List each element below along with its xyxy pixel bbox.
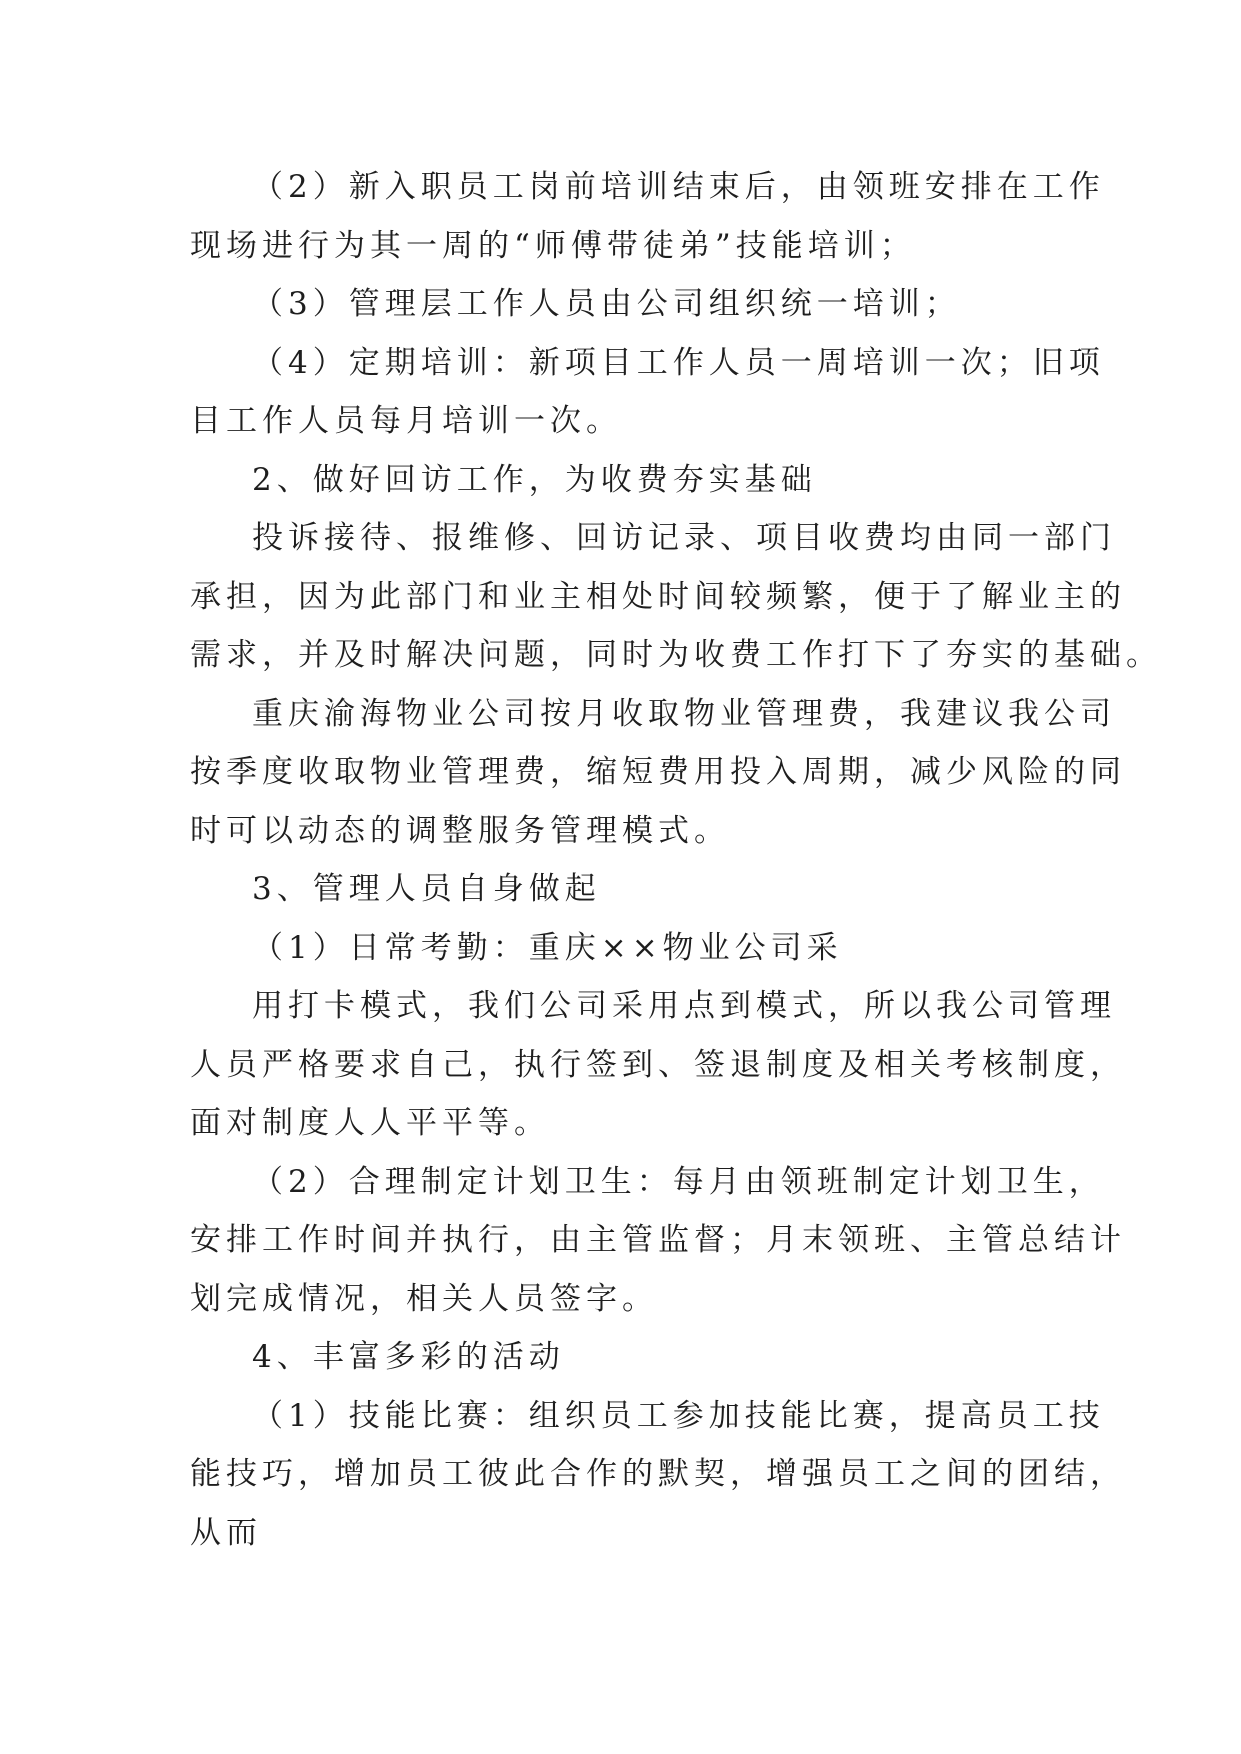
text-line: （2）合理制定计划卫生：每月由领班制定计划卫生，	[252, 1163, 1105, 1200]
paragraph-sanitation-plan	[190, 1153, 1126, 1329]
text-line: 目工作人员每月培训一次。	[190, 403, 622, 439]
text-line: 需求，并及时解决问题，同时为收费工作打下了夯实的基础。	[190, 637, 1162, 673]
text-line: 重庆渝海物业公司按月收取物业管理费，我建议我公司	[252, 695, 1116, 732]
document-body	[190, 158, 1162, 1562]
paragraph-attendance-intro	[190, 919, 1070, 978]
text-line: （1）技能比赛：组织员工参加技能比赛，提高员工技	[252, 1397, 1105, 1434]
text-line: 时可以动态的调整服务管理模式。	[190, 812, 730, 849]
paragraph-new-employee-training	[190, 158, 1105, 275]
text-line: 人员严格要求自己，执行签到、签退制度及相关考核制度，	[190, 1046, 1126, 1083]
text-line: 划完成情况，相关人员签字。	[190, 1280, 658, 1317]
text-line: 现场进行为其一周的“师傅带徒弟”技能培训；	[190, 227, 916, 264]
section-heading-activities	[190, 1328, 1070, 1387]
text-line: （2）新入职员工岗前培训结束后，由领班安排在工作	[252, 169, 1105, 205]
text-line: 安排工作时间并执行，由主管监督；月末领班、主管总结计	[190, 1222, 1126, 1258]
text-line: 从而	[190, 1514, 262, 1551]
section-heading-management-self	[190, 860, 1070, 919]
paragraph-attendance-detail	[190, 977, 1126, 1153]
text-line: 面对制度人人平平等。	[190, 1105, 550, 1141]
text-line: 按季度收取物业管理费，缩短费用投入周期，减少风险的同	[190, 754, 1126, 790]
text-line: （4）定期培训：新项目工作人员一周培训一次；旧项	[252, 344, 1105, 381]
paragraph-complaint-handling	[190, 509, 1162, 685]
text-line: 2、做好回访工作，为收费夯实基础	[252, 461, 817, 498]
paragraph-periodic-training	[190, 334, 1105, 451]
section-heading-revisit	[190, 451, 1070, 510]
paragraph-management-training	[190, 275, 1070, 334]
text-line: 投诉接待、报维修、回访记录、项目收费均由同一部门	[252, 520, 1116, 556]
text-line: （1）日常考勤：重庆××物业公司采	[252, 929, 843, 966]
text-line: 能技巧，增加员工彼此合作的默契，增强员工之间的团结，	[190, 1456, 1126, 1492]
paragraph-skill-competition	[190, 1387, 1126, 1563]
text-line: 4、丰富多彩的活动	[252, 1339, 565, 1375]
text-line: 3、管理人员自身做起	[252, 871, 601, 907]
text-line: 用打卡模式，我们公司采用点到模式，所以我公司管理	[252, 988, 1116, 1024]
text-line: （3）管理层工作人员由公司组织统一培训；	[252, 286, 961, 322]
paragraph-fee-collection	[190, 685, 1126, 861]
text-line: 承担，因为此部门和业主相处时间较频繁，便于了解业主的	[190, 578, 1126, 615]
